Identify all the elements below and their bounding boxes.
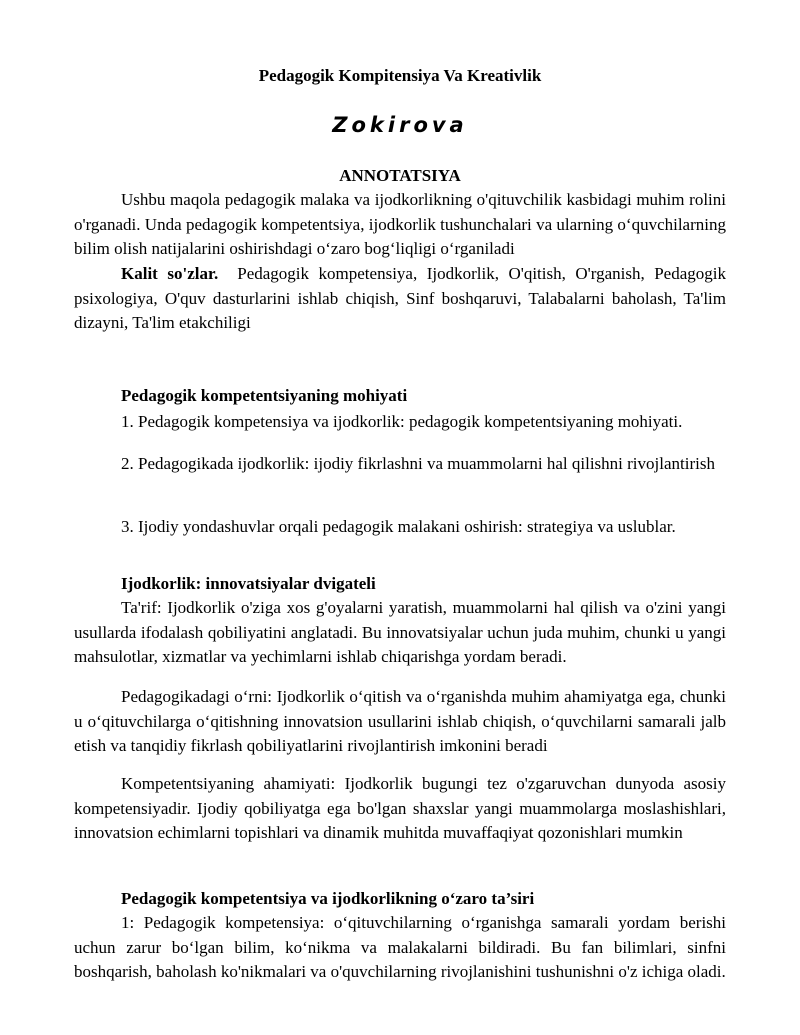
list-item: 3. Ijodiy yondashuvlar orqali pedagogik malakani oshirish: strategiya va uslublar. — [121, 517, 676, 536]
section-heading-ozaro-tasiri: Pedagogik kompetentsiya va ijodkorlikning o‘zaro ta’siri — [121, 889, 535, 908]
keywords-paragraph — [74, 262, 726, 336]
list-item: 1. Pedagogik kompetensiya va ijodkorlik: pedagogik kompetentsiyaning mohiyati. — [121, 412, 683, 431]
annotation-text: Ushbu maqola pedagogik malaka va ijodkorlikning o'qituvchilik kasbidagi muhim rolini o'rganadi. Unda pedagogik kompetentsiya, ijodkorlik tushunchalari va ularning o‘quvchilarning bilim olish natijalarini oshirishdagi o‘zaro bog‘liqligi o‘rganiladi — [74, 190, 726, 258]
author-name: Zokirova — [332, 113, 468, 137]
paragraph-pedagogik-kompetensiya: 1: Pedagogik kompetensiya: o‘qituvchilarning o‘rganishga samarali yordam berishi uchun zarur bo‘lgan bilim, ko‘nikma va malakalarni bildiradi. Bu fan bilimlari, sinfni boshqarish, baholash ko'nikmalari va o'quvchilarning rivojlanishini tushunishni o'z ichiga oladi. — [74, 913, 726, 981]
document-title: Pedagogik Kompitensiya Va Kreativlik — [258, 66, 542, 85]
list-item: 2. Pedagogikada ijodkorlik: ijodiy fikrlashni va muammolarni hal qilishni rivojlantirish — [121, 454, 715, 473]
section-heading-ijodkorlik: Ijodkorlik: innovatsiyalar dvigateli — [121, 574, 376, 593]
paragraph-kompetentsiya-ahamiyati: Kompetentsiyaning ahamiyati: Ijodkorlik bugungi tez o'zgaruvchan dunyoda asosiy kompetensiyadir. Ijodiy qobiliyatga ega bo'lgan shaxslar yangi muammolarga moslashishlari, innovatsion echimlarni topishlari va dinamik muhitda muvaffaqiyat qozonishlari mumkin — [74, 774, 726, 842]
annotation-heading: ANNOTATSIYA — [339, 166, 461, 185]
paragraph-pedagogikadagi-orni: Pedagogikadagi o‘rni: Ijodkorlik o‘qitish va o‘rganishda muhim ahamiyatga ega, chunki u o‘qituvchilarga o‘qitishning innovatsion usullarini ishlab chiqish, o‘quvchilarni samarali jalb etish va tanqidiy fikrlash qobiliyatlarini rivojlantirish imkonini beradi — [74, 687, 726, 755]
paragraph-tarif: Ta'rif: Ijodkorlik o'ziga xos g'oyalarni yaratish, muammolarni hal qilish va o'zini yangi usullarda ifodalash qobiliyatini anglatadi. Bu innovatsiyalar uchun juda muhim, chunki u yangi mahsulotlar, xizmatlar va yechimlarni ishlab chiqarishga yordam beradi. — [74, 598, 726, 666]
keywords-label: Kalit so'zlar. — [121, 264, 219, 283]
section-heading-mohiyati: Pedagogik kompetentsiyaning mohiyati — [121, 386, 408, 405]
keywords-text: Pedagogik kompetensiya, Ijodkorlik, O'qitish, O'rganish, Pedagogik psixologiya, O'quv dasturlarini ishlab chiqish, Sinf boshqaruvi, Talabalarni baholash, Ta'lim dizayni, Ta'lim etakchiligi — [74, 264, 727, 332]
